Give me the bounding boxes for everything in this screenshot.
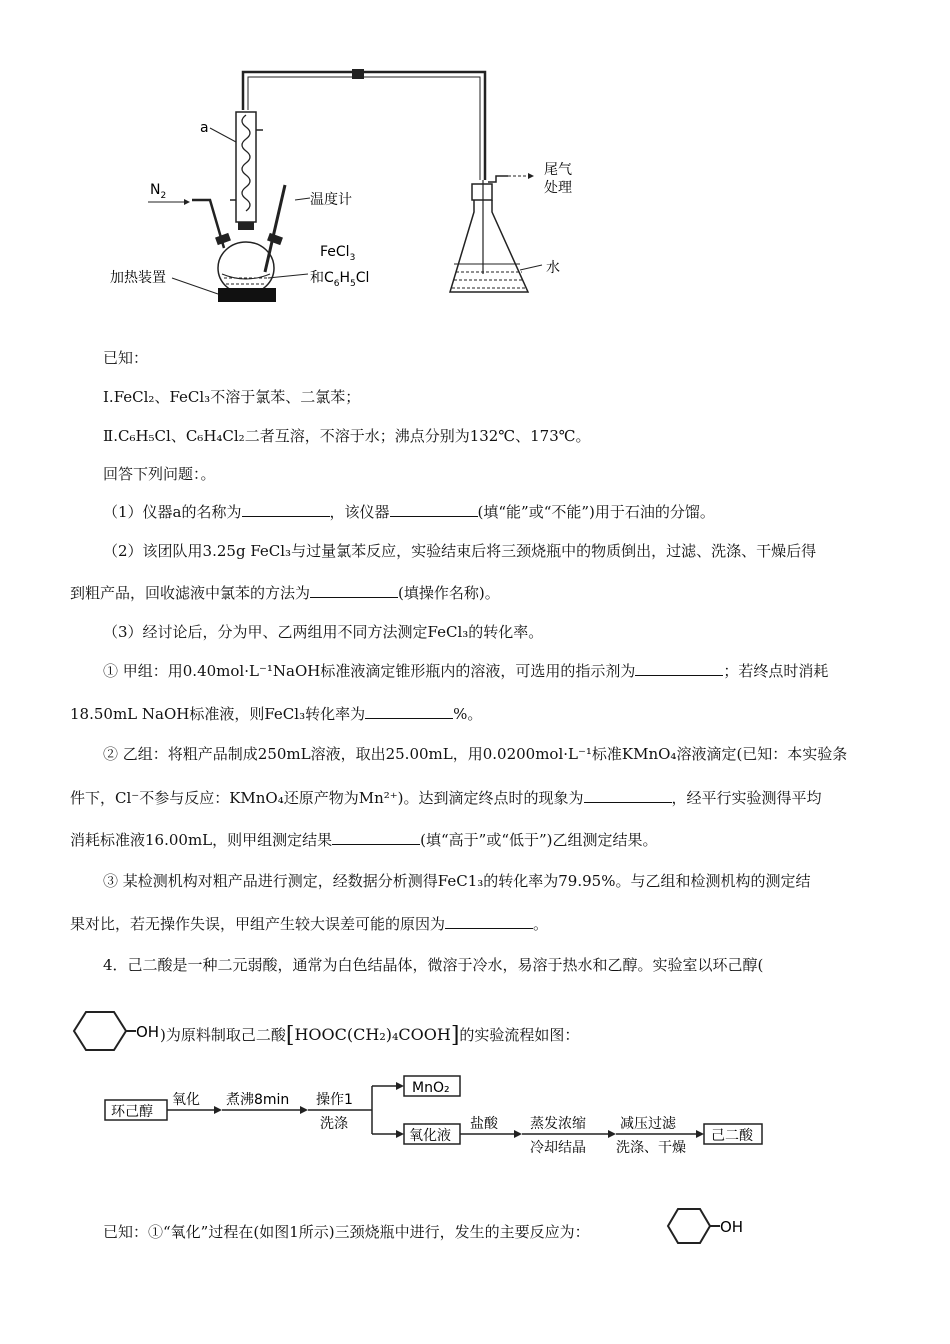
formula-bracket-left: [ (285, 1023, 295, 1048)
label-n2: $N_2$ (150, 182, 167, 201)
flow-end: 己二酸 (711, 1128, 753, 1144)
q3-p1-line2 (70, 704, 482, 724)
label-water: 水 (546, 260, 560, 276)
q4-line2b: 的实验流程如图： (459, 1026, 580, 1044)
q2-line1: （2）该团队用3.25g FeCl₃与过量氯苯反应，实验结束后将三颈烧瓶中的物质倒出，过滤、洗涤、干燥后得 (103, 542, 817, 560)
q2-blank[interactable] (310, 583, 398, 598)
q1-b: ，该仪器 (329, 503, 390, 521)
q3-blank-compare[interactable] (332, 830, 420, 845)
q3-blank-endpoint[interactable] (584, 788, 672, 803)
known-ii: Ⅱ.C₆H₅Cl、C₆H₄Cl₂二者互溶，不溶于水；沸点分别为132℃、173℃。 (103, 427, 591, 445)
q1 (103, 502, 715, 522)
process-flowchart (100, 1070, 800, 1165)
q3-p3-line2 (70, 914, 548, 934)
q3-blank-rate[interactable] (365, 704, 453, 719)
q3-p2-line2 (70, 788, 822, 808)
flow-branch-top: MnO₂ (412, 1080, 450, 1096)
q3-p3-line1: ③ 某检测机构对粗产品进行测定，经数据分析测得FeC1₃的转化率为79.95%。与乙组和检测机构的测定结 (103, 872, 811, 890)
q4-line1: 4．己二酸是一种二元弱酸，通常为白色结晶体，微溶于冷水，易溶于热水和乙醇。实验室以环己醇( (103, 956, 764, 974)
q3-p1-line2b: %。 (453, 705, 483, 723)
q3-p3-line2a: 果对比，若无操作失误，甲组产生较大误差可能的原因为 (70, 915, 446, 933)
q4-line2 (160, 1025, 579, 1046)
q1-a: （1）仪器a的名称为 (103, 503, 242, 521)
flow-step1: 氧化 (172, 1092, 200, 1108)
label-tail-gas-1: 尾气 (544, 162, 572, 178)
known2-text: 已知：①“氧化”过程在(如图1所示)三颈烧瓶中进行，发生的主要反应为： (103, 1223, 590, 1241)
adipic-acid-formula: HOOC(CH₂)₄COOH (294, 1025, 451, 1044)
q3-p1-line1 (103, 661, 828, 681)
svg-text:OH: OH (720, 1218, 744, 1236)
answer-prompt: 回答下列问题：。 (103, 465, 216, 483)
q3-p2-line3a: 消耗标准液16.00mL，则甲组测定结果 (70, 831, 333, 849)
known-title: 已知： (103, 349, 149, 367)
flow-branch-bottom: 氧化液 (409, 1128, 451, 1144)
q2-line2a: 到粗产品，回收滤液中氯苯的方法为 (70, 584, 311, 602)
q3-p3-line2b: 。 (533, 915, 549, 933)
flow-step3a: 操作1 (316, 1092, 353, 1108)
q2-line2b: (填操作名称)。 (398, 584, 500, 602)
q3-blank-indicator[interactable] (635, 661, 723, 676)
q4-line2a: )为原料制取己二酸 (160, 1026, 286, 1044)
q3-p1-line1b: ；若终点时消耗 (723, 662, 829, 680)
label-a: a (200, 120, 209, 136)
q3-intro: （3）经讨论后，分为甲、乙两组用不同方法测定FeCl₃的转化率。 (103, 623, 544, 641)
flow-step4: 盐酸 (470, 1116, 498, 1132)
q3-p2-line2a: 件下，Cl⁻不参与反应：KMnO₄还原产物为Mn²⁺)。达到滴定终点时的现象为 (70, 789, 584, 807)
flow-step5a: 蒸发浓缩 (530, 1116, 586, 1132)
flow-step6b: 洗涤、干燥 (616, 1140, 686, 1156)
flow-step6a: 减压过滤 (620, 1116, 676, 1132)
q3-p2-line2b: ，经平行实验测得平均 (671, 789, 822, 807)
q3-p2-line3b: (填“高于”或“低于”)乙组测定结果。 (420, 831, 658, 849)
q1-blank-1[interactable] (242, 502, 330, 517)
q1-blank-2[interactable] (390, 502, 478, 517)
q3-p2-line3 (70, 830, 658, 850)
label-fecl3: FeCl$_3$ (320, 244, 356, 263)
known-i: Ⅰ.FeCl₂、FeCl₃不溶于氯苯、二氯苯； (103, 388, 361, 406)
flow-step2: 煮沸8min (226, 1092, 290, 1108)
q3-p1-line2a: 18.50mL NaOH标准液，则FeCl₃转化率为 (70, 705, 366, 723)
formula-bracket-right: ] (450, 1023, 460, 1048)
label-thermometer: 温度计 (310, 192, 352, 208)
q3-blank-reason[interactable] (445, 914, 533, 929)
label-heating: 加热装置 (110, 270, 166, 286)
flow-start: 环己醇 (111, 1104, 153, 1120)
q2-line2 (70, 583, 500, 603)
cyclohexanol-structure (68, 1008, 168, 1054)
apparatus-diagram (100, 60, 600, 310)
label-c6h5cl: 和$C_6H_5Cl$ (310, 270, 370, 289)
q3-p1-line1a: ① 甲组：用0.40mol·L⁻¹NaOH标准液滴定锥形瓶内的溶液，可选用的指示剂为 (103, 662, 636, 680)
q1-c: (填“能”或“不能”)用于石油的分馏。 (477, 503, 715, 521)
svg-text:OH: OH (136, 1023, 160, 1041)
cyclohexanol-structure-2 (664, 1206, 754, 1246)
label-tail-gas-2: 处理 (544, 180, 572, 196)
flow-step5b: 冷却结晶 (530, 1140, 586, 1156)
flow-step3b: 洗涤 (320, 1116, 348, 1132)
q3-p2-line1: ② 乙组：将粗产品制成250mL溶液，取出25.00mL，用0.0200mol·L⁻¹标准KMnO₄溶液滴定(已知：本实验条 (103, 745, 848, 763)
